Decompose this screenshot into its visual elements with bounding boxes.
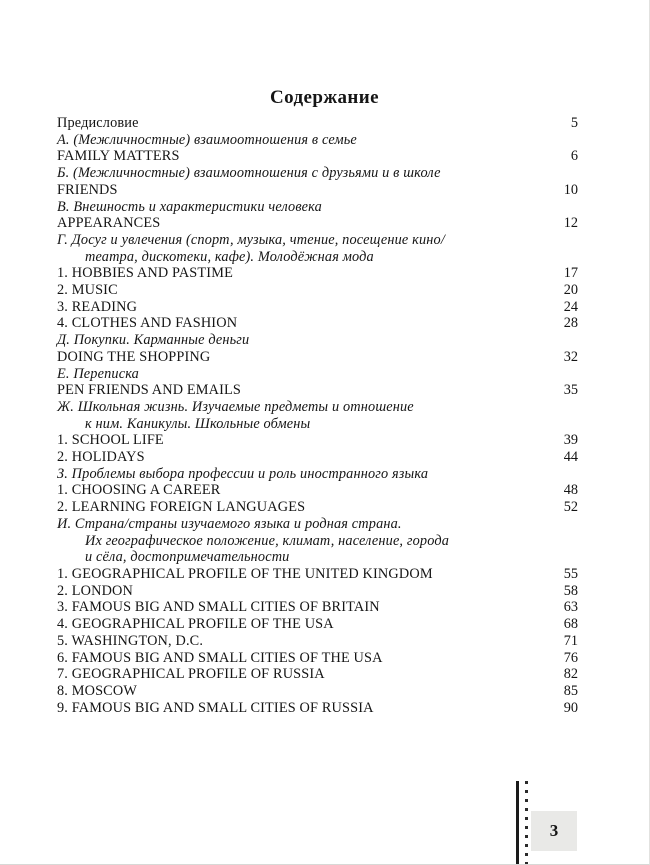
toc-entry-text: В. Внешность и характеристики человека <box>57 198 322 215</box>
toc-entry-page-number: 58 <box>563 582 578 599</box>
toc-entry-text: Предисловие <box>57 115 139 131</box>
footer-vertical-rule <box>516 781 519 864</box>
toc-entry <box>57 599 578 616</box>
toc-entry <box>57 165 578 182</box>
toc-entry <box>57 549 578 566</box>
toc-entry <box>57 449 578 466</box>
toc-entry <box>57 666 578 683</box>
toc-entry-text: А. (Межличностные) взаимоотношения в семье <box>57 131 357 148</box>
toc-entry-text: Г. Досуг и увлечения (спорт, музыка, чтение, посещение кино/ <box>57 231 445 248</box>
toc-entry-text: Их географическое положение, климат, население, города <box>85 532 449 549</box>
toc-entry-text: З. Проблемы выбора профессии и роль иностранного языка <box>57 465 429 482</box>
toc-entry-text: и сёла, достопримечательности <box>85 549 290 566</box>
toc-entry-text: 6. FAMOUS BIG AND SMALL CITIES OF THE USA <box>57 649 383 666</box>
toc-entry-text: 2. HOLIDAYS <box>57 449 145 466</box>
toc-entry-text: И. Страна/страны изучаемого языка и родная страна. <box>57 515 402 532</box>
toc-entry-page-number: 76 <box>563 649 578 666</box>
toc-entry <box>57 533 578 550</box>
toc-entry-text: 4. CLOTHES AND FASHION <box>57 315 238 332</box>
toc-entry-text: 2. LEARNING FOREIGN LANGUAGES <box>57 499 306 516</box>
toc-entry-text: Ж. Школьная жизнь. Изучаемые предметы и отношение <box>57 398 414 415</box>
toc-entry-text: 5. WASHINGTON, D.C. <box>57 632 204 649</box>
toc-entry <box>57 499 578 516</box>
page-footer <box>516 781 649 864</box>
toc-entry-text: 1. GEOGRAPHICAL PROFILE OF THE UNITED KINGDOM <box>57 565 433 582</box>
toc-entry-text: APPEARANCES <box>57 215 161 232</box>
footer-dotted-line <box>525 781 528 864</box>
toc-entry <box>57 700 578 717</box>
page-title: Содержание <box>270 87 379 108</box>
toc-entry-page-number: 24 <box>563 298 578 315</box>
toc-entry <box>57 265 578 282</box>
toc-entry-text: к ним. Каникулы. Школьные обмены <box>85 415 311 432</box>
toc-entry <box>57 516 578 533</box>
toc-entry-page-number: 20 <box>563 282 578 299</box>
toc-entry-page-number: 82 <box>563 666 578 683</box>
toc-entry-text: 8. MOSCOW <box>57 682 137 699</box>
toc-entry <box>57 249 578 266</box>
toc-entry-text: 7. GEOGRAPHICAL PROFILE OF RUSSIA <box>57 666 325 683</box>
toc-entry-text: PEN FRIENDS AND EMAILS <box>57 382 242 399</box>
toc-entry-page-number: 68 <box>563 616 578 633</box>
toc-entry-text: 2. MUSIC <box>57 282 118 299</box>
toc-entry <box>57 482 578 499</box>
toc-entry <box>57 332 578 349</box>
toc-entry-page-number: 63 <box>563 599 578 616</box>
toc-entry <box>57 315 578 332</box>
toc-entry-page-number: 12 <box>563 215 578 232</box>
toc-entry-page-number: 52 <box>563 499 578 516</box>
toc-entry-text: 1. HOBBIES AND PASTIME <box>57 265 233 282</box>
toc-entry-page-number: 5 <box>570 115 578 131</box>
toc-entry <box>57 399 578 416</box>
toc-entry-page-number: 39 <box>563 432 578 449</box>
toc-entry <box>57 466 578 483</box>
toc-entry <box>57 432 578 449</box>
toc-entry-page-number: 6 <box>570 148 578 165</box>
toc-entry-text: театра, дискотеки, кафе). Молодёжная мода <box>85 248 374 265</box>
toc-entry <box>57 583 578 600</box>
toc-entry-text: 9. FAMOUS BIG AND SMALL CITIES OF RUSSIA <box>57 699 374 716</box>
toc-entry-text: Д. Покупки. Карманные деньги <box>57 332 250 349</box>
toc-entry-text: 4. GEOGRAPHICAL PROFILE OF THE USA <box>57 616 334 633</box>
toc-entry-page-number: 28 <box>563 315 578 332</box>
toc-entry-text: Е. Переписка <box>57 365 139 382</box>
toc-entry <box>57 382 578 399</box>
toc-entry-page-number: 10 <box>563 181 578 198</box>
toc-entry-text: DOING THE SHOPPING <box>57 348 211 365</box>
toc-entry <box>57 683 578 700</box>
toc-entry <box>57 132 578 149</box>
toc-entry-text: 3. READING <box>57 298 138 315</box>
toc-entry <box>57 366 578 383</box>
toc-entry-page-number: 17 <box>563 265 578 282</box>
toc-entry-page-number: 44 <box>563 449 578 466</box>
toc-entry <box>57 416 578 433</box>
toc-entry-page-number: 35 <box>563 382 578 399</box>
page-number: 3 <box>549 821 559 840</box>
toc-entry <box>57 349 578 366</box>
toc-entry-page-number: 71 <box>563 632 578 649</box>
toc-entry-page-number: 48 <box>563 482 578 499</box>
toc-entry <box>57 299 578 316</box>
toc-entry-text: FAMILY MATTERS <box>57 148 180 165</box>
toc-entry <box>57 650 578 667</box>
toc-entry-page-number: 90 <box>563 699 578 716</box>
toc-entry-text: Б. (Межличностные) взаимоотношения с друзьями и в школе <box>57 165 441 182</box>
toc-entry-text: 2. LONDON <box>57 582 134 599</box>
toc-entry-page-number: 55 <box>563 565 578 582</box>
page-number-tab <box>531 811 577 851</box>
toc-entry <box>57 148 578 165</box>
toc-entry-text: 3. FAMOUS BIG AND SMALL CITIES OF BRITAIN <box>57 599 380 616</box>
toc-entry-page-number: 85 <box>563 682 578 699</box>
toc-entry <box>57 633 578 650</box>
toc-entry <box>57 115 578 132</box>
toc-entry-text: FRIENDS <box>57 181 118 198</box>
toc-entry <box>57 232 578 249</box>
toc-entry <box>57 566 578 583</box>
toc-entry <box>57 282 578 299</box>
toc-entry <box>57 616 578 633</box>
toc-entry-text: 1. CHOOSING A CAREER <box>57 482 221 499</box>
toc-entry <box>57 215 578 232</box>
toc-entry <box>57 199 578 216</box>
toc-list <box>57 115 578 716</box>
toc-entry <box>57 182 578 199</box>
toc-entry-text: 1. SCHOOL LIFE <box>57 432 164 449</box>
toc-entry-page-number: 32 <box>563 348 578 365</box>
